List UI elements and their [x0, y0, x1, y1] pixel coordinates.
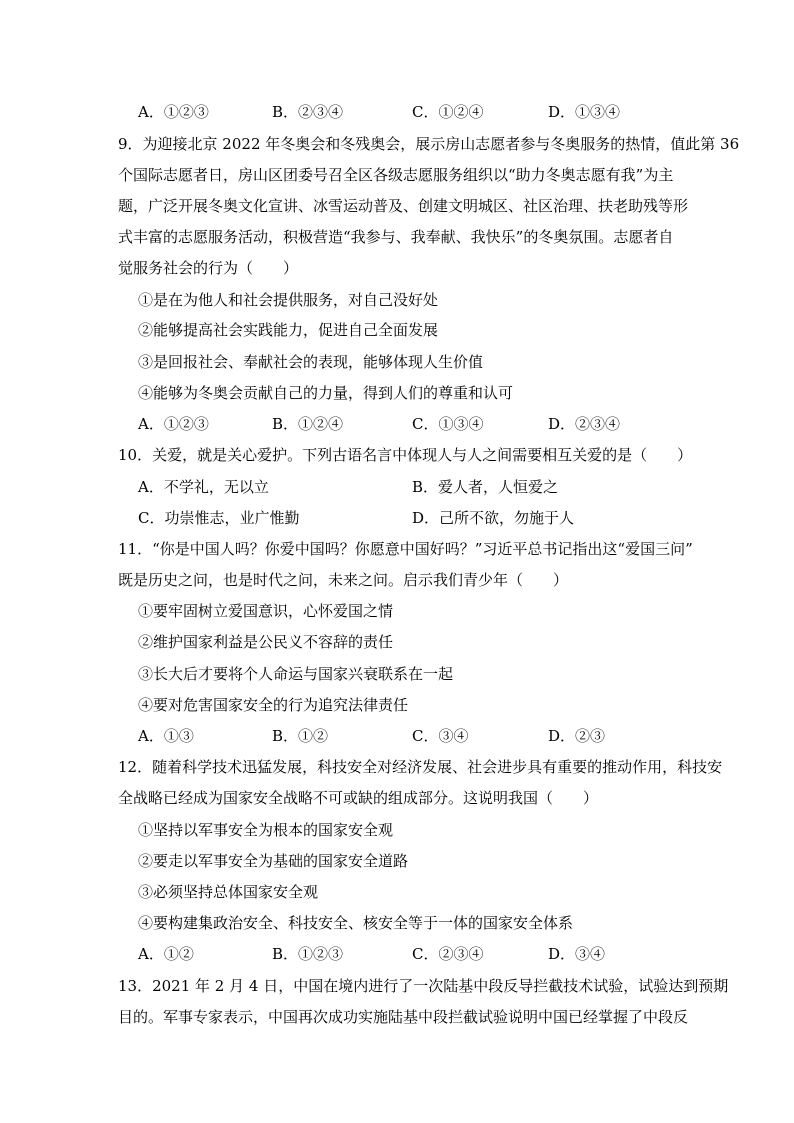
q12-options: [138, 944, 678, 964]
q10-stem-line: 10．关爱，就是关心爱护。下列古语名言中体现人与人之间需要相互关爱的是（ ）: [118, 446, 693, 464]
q12-stem-line: 全战略已经成为国家安全战略不可或缺的组成部分。这说明我国（ ）: [118, 789, 599, 807]
q8-option-d: D．①③④: [548, 103, 621, 121]
q9-stem-line: 9．为迎接北京 2022 年冬奥会和冬残奥会，展示房山志愿者参与冬奥服务的热情，值此第 36: [118, 135, 740, 153]
q12-option-c: C．②③④: [412, 945, 484, 963]
q12-statement: ③必须坚持总体国家安全观: [138, 883, 319, 901]
q10-option-b: B．爱人者，人恒爱之: [412, 478, 559, 496]
q11-statement: ①要牢固树立爱国意识，心怀爱国之情: [138, 602, 394, 620]
q9-option-c: C．①③④: [412, 415, 484, 433]
q12-option-b: B．①②③: [272, 945, 344, 963]
q11-statement: ④要对危害国家安全的行为追究法律责任: [138, 696, 409, 714]
q11-stem-line: 11．“你是中国人吗？你爱中国吗？你愿意中国好吗？”习近平总书记指出这“爱国三问”: [118, 540, 693, 558]
q12-stem-line: 12．随着科学技术迅猛发展，科技安全对经济发展、社会进步具有重要的推动作用，科技安: [118, 758, 723, 776]
q9-stem-line: 个国际志愿者日，房山区团委号召全区各级志愿服务组织以“助力冬奥志愿有我”为主: [118, 166, 674, 184]
q8-option-a: A．①②③: [138, 103, 209, 121]
q12-option-a: A．①②: [138, 945, 194, 963]
q8-option-b: B．②③④: [272, 103, 344, 121]
q9-statement: ②能够提高社会实践能力，促进自己全面发展: [138, 321, 439, 339]
q12-statement: ①坚持以军事安全为根本的国家安全观: [138, 821, 394, 839]
q12-option-d: D．③④: [548, 945, 606, 963]
q10-option-d: D．己所不欲，勿施于人: [412, 509, 575, 527]
q9-option-d: D．②③④: [548, 415, 621, 433]
q11-statement: ②维护国家利益是公民义不容辞的责任: [138, 633, 394, 651]
q9-stem-line: 题，广泛开展冬奥文化宣讲、冰雪运动普及、创建文明城区、社区治理、扶老助残等形: [118, 197, 689, 215]
q11-option-a: A．①③: [138, 727, 194, 745]
q9-statement: ④能够为冬奥会贡献自己的力量，得到人们的尊重和认可: [138, 384, 514, 402]
q9-statement: ①是在为他人和社会提供服务，对自己没好处: [138, 291, 439, 309]
q13-stem-line: 13．2021 年 2 月 4 日，中国在境内进行了一次陆基中段反导拦截技术试验，试验达到预期: [118, 977, 729, 995]
q9-options: [138, 414, 678, 434]
q10-option-c: C．功崇惟志，业广惟勤: [138, 509, 300, 527]
q8-option-c: C．①②④: [412, 103, 484, 121]
q10-options-row: [138, 477, 678, 497]
q11-stem-line: 既是历史之问，也是时代之问，未来之问。启示我们青少年（ ）: [118, 571, 569, 589]
q11-options: [138, 726, 678, 746]
q11-option-b: B．①②: [272, 727, 329, 745]
q9-stem-line: 式丰富的志愿服务活动，积极营造“我参与、我奉献、我快乐”的冬奥氛围。志愿者自: [118, 228, 674, 246]
q10-options-row: [138, 508, 678, 528]
q12-statement: ②要走以军事安全为基础的国家安全道路: [138, 852, 409, 870]
q9-statement: ③是回报社会、奉献社会的表现，能够体现人生价值: [138, 353, 484, 371]
q11-statement: ③长大后才要将个人命运与国家兴衰联系在一起: [138, 665, 454, 683]
q10-option-a: A．不学礼，无以立: [138, 478, 269, 496]
q12-statement: ④要构建集政治安全、科技安全、核安全等于一体的国家安全体系: [138, 914, 574, 932]
q11-option-d: D．②③: [548, 727, 606, 745]
q9-stem-line: 觉服务社会的行为（ ）: [118, 259, 299, 277]
q9-option-b: B．①②④: [272, 415, 344, 433]
q9-option-a: A．①②③: [138, 415, 209, 433]
q13-stem-line: 目的。军事专家表示，中国再次成功实施陆基中段拦截试验说明中国已经掌握了中段反: [118, 1008, 689, 1026]
q11-option-c: C．③④: [412, 727, 469, 745]
q8-options: [138, 102, 678, 122]
